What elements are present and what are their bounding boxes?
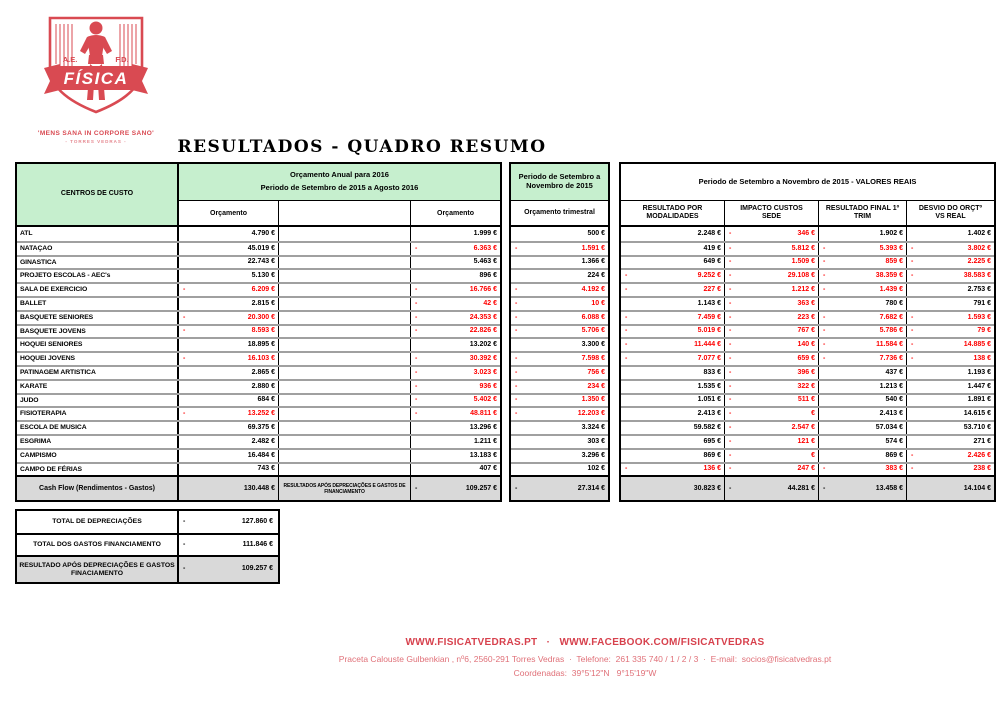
value-cell: - 383 € <box>818 464 906 476</box>
real-totals-row <box>621 475 994 500</box>
quarterly-table-body <box>511 227 608 475</box>
value-cell: 500 € <box>587 229 605 237</box>
value-cell: - 363 € <box>724 298 818 310</box>
table-row <box>511 310 608 324</box>
value-cell: 869 € <box>818 450 906 462</box>
cost-center-label: ESCOLA DE MUSICA <box>17 422 179 434</box>
table-row <box>17 462 500 476</box>
value-cell: 1.891 € <box>906 395 994 407</box>
value-cell: - 322 € <box>724 381 818 393</box>
value-cell: - 234 € <box>515 382 605 390</box>
table-row <box>511 448 608 462</box>
table-row <box>511 337 608 351</box>
value-cell: 3.300 € <box>581 341 605 349</box>
value-cell: - 140 € <box>724 339 818 351</box>
value-cell: 2.248 € <box>697 229 721 237</box>
value-cell: - 79 € <box>906 326 994 338</box>
blank-cell <box>278 436 410 448</box>
value-cell: - 511 € <box>724 395 818 407</box>
col-header-resultado-modalidades: RESULTADO POR MODALIDADES <box>642 204 703 220</box>
value-cell: - 2.225 € <box>906 257 994 269</box>
subheader-orcamento-1: Orçamento <box>210 209 247 217</box>
table-row <box>511 351 608 365</box>
value-cell: - 9.252 € <box>625 272 721 280</box>
cost-center-label: BASQUETE JOVENS <box>17 326 179 338</box>
value-cell: 896 € <box>410 270 500 282</box>
summary-value: - 127.860 € <box>177 511 276 533</box>
value-cell: 13.296 € <box>410 422 500 434</box>
blank-cell <box>278 326 410 338</box>
cashflow-row <box>17 475 500 500</box>
value-cell: - 859 € <box>818 257 906 269</box>
summary-row-resultado-apos <box>17 555 278 582</box>
cost-center-label: CAMPO DE FÉRIAS <box>17 464 179 476</box>
value-cell: - 1.593 € <box>906 312 994 324</box>
col-header-resultado-final: RESULTADO FINAL 1º TRIM <box>818 201 906 225</box>
value-cell: 13.202 € <box>410 339 500 351</box>
value-cell: 4.790 € <box>251 229 275 237</box>
value-cell: - 238 € <box>906 464 994 476</box>
value-cell: - 5.812 € <box>724 243 818 255</box>
table-row <box>511 379 608 393</box>
value-cell: 1.051 € <box>697 396 721 404</box>
value-cell: - 138 € <box>906 353 994 365</box>
blank-cell <box>278 464 410 476</box>
summary-row-gastos-financiamento <box>17 533 278 555</box>
summary-label: TOTAL DE DEPRECIAÇÕES <box>52 518 142 526</box>
value-cell: - 12.203 € <box>515 410 605 418</box>
table-row <box>511 241 608 255</box>
table-row <box>621 379 994 393</box>
value-cell: - 11.444 € <box>625 341 721 349</box>
total-impacto: - 44.281 € <box>724 477 818 500</box>
header-valores-reais: Periodo de Setembro a Novembro de 2015 - VALORES REAIS <box>621 164 994 201</box>
table-row <box>17 324 500 338</box>
value-cell: 1.535 € <box>697 382 721 390</box>
table-row <box>511 227 608 241</box>
value-cell: - 22.826 € <box>410 326 500 338</box>
cost-center-label: ESGRIMA <box>17 436 179 448</box>
subheader-orcamento-2: Orçamento <box>410 201 500 227</box>
value-cell: 869 € <box>703 451 721 459</box>
value-cell: - 227 € <box>625 286 721 294</box>
table-row <box>621 227 994 241</box>
logo-right-initials: F.D. <box>115 55 129 64</box>
value-cell: 1.447 € <box>906 381 994 393</box>
table-row <box>621 448 994 462</box>
value-cell: 16.484 € <box>247 451 275 459</box>
value-cell: 14.615 € <box>906 408 994 420</box>
table-row <box>621 393 994 407</box>
table-row <box>17 393 500 407</box>
blank-cell <box>278 367 410 379</box>
cost-center-label: PATINAGEM ARTISTICA <box>17 367 179 379</box>
table-row <box>17 434 500 448</box>
cost-center-label: KARATE <box>17 381 179 393</box>
value-cell: 684 € <box>257 396 275 404</box>
table-row <box>621 462 994 476</box>
quarterly-table <box>509 162 610 502</box>
value-cell: - 20.300 € <box>183 313 275 321</box>
cashflow-note: RESULTADOS APÓS DEPRECIAÇÕES E GASTOS DE FINANCIAMENTO <box>278 477 410 500</box>
value-cell: - 1.591 € <box>515 244 605 252</box>
value-cell: - 7.736 € <box>818 353 906 365</box>
cost-center-label: HOQUEI SENIORES <box>17 339 179 351</box>
value-cell: 2.880 € <box>251 382 275 390</box>
header-centros-de-custo: CENTROS DE CUSTO <box>17 164 179 227</box>
blank-cell <box>278 270 410 282</box>
cost-center-label: JUDO <box>17 395 179 407</box>
value-cell: 224 € <box>587 272 605 280</box>
value-cell: 57.034 € <box>818 422 906 434</box>
table-row <box>511 268 608 282</box>
value-cell: - 7.077 € <box>625 355 721 363</box>
budget-table-header <box>17 164 500 227</box>
cashflow-anual-value: 130.448 € <box>179 477 278 500</box>
value-cell: 59.582 € <box>693 424 721 432</box>
table-row <box>511 296 608 310</box>
total-desvio: 14.104 € <box>906 477 994 500</box>
blank-cell <box>278 408 410 420</box>
value-cell: 1.999 € <box>410 227 500 241</box>
blank-cell <box>278 312 410 324</box>
table-row <box>511 324 608 338</box>
club-crest-icon <box>36 6 156 124</box>
value-cell: - 38.583 € <box>906 270 994 282</box>
value-cell: 53.710 € <box>906 422 994 434</box>
value-cell: - 7.459 € <box>625 313 721 321</box>
value-cell: - 2.547 € <box>724 422 818 434</box>
blank-cell <box>278 422 410 434</box>
value-cell: - 10 € <box>515 299 605 307</box>
value-cell: - 767 € <box>724 326 818 338</box>
cost-center-label: HOQUEI JOVENS <box>17 353 179 365</box>
value-cell: - 1.439 € <box>818 284 906 296</box>
blank-cell <box>278 339 410 351</box>
value-cell: - 7.598 € <box>515 355 605 363</box>
value-cell: - 1.212 € <box>724 284 818 296</box>
blank-cell <box>278 298 410 310</box>
table-row <box>621 351 994 365</box>
value-cell: 407 € <box>410 464 500 476</box>
subheader-orcamento-trimestral: Orçamento trimestral <box>511 201 608 227</box>
value-cell: 1.213 € <box>818 381 906 393</box>
blank-cell <box>278 227 410 241</box>
summary-table <box>15 509 280 584</box>
header-periodo-trimestral: Periodo de Setembro a Novembro de 2015 <box>511 164 608 201</box>
value-cell: - 29.108 € <box>724 270 818 282</box>
table-row <box>621 324 994 338</box>
logo-left-initials: A.E. <box>62 55 78 64</box>
value-cell: 5.463 € <box>410 257 500 269</box>
blank-cell <box>278 381 410 393</box>
value-cell: - 6.209 € <box>183 286 275 294</box>
cost-center-label: ATL <box>17 227 179 241</box>
cashflow-label: Cash Flow (Rendimentos - Gastos) <box>17 477 179 500</box>
value-cell: - 5.393 € <box>818 243 906 255</box>
value-cell: 743 € <box>257 465 275 473</box>
footer-address-contacts: Praceta Calouste Gulbenkian , nº6, 2560-291 Torres Vedras · Telefone: 261 335 740 / 1 / 2 / 3 · E-mail: socios@fisicatvedras.pt <box>338 654 832 664</box>
value-cell: 437 € <box>818 367 906 379</box>
table-row <box>17 351 500 365</box>
value-cell: - 1.350 € <box>515 396 605 404</box>
value-cell: - 2.426 € <box>906 450 994 462</box>
value-cell: - 936 € <box>410 381 500 393</box>
cost-center-label: BALLET <box>17 298 179 310</box>
table-row <box>17 448 500 462</box>
value-cell: 303 € <box>587 437 605 445</box>
value-cell: - 223 € <box>724 312 818 324</box>
value-cell: - 756 € <box>515 368 605 376</box>
table-row <box>17 310 500 324</box>
cost-center-label: GINASTICA <box>17 257 179 269</box>
budget-table <box>15 162 502 502</box>
value-cell: - € <box>724 450 818 462</box>
table-row <box>511 406 608 420</box>
table-row <box>17 379 500 393</box>
table-row <box>621 420 994 434</box>
value-cell: 833 € <box>703 368 721 376</box>
blank-cell <box>278 395 410 407</box>
table-row <box>17 255 500 269</box>
cost-center-label: FISIOTERAPIA <box>17 408 179 420</box>
value-cell: - 396 € <box>724 367 818 379</box>
value-cell: 649 € <box>703 258 721 266</box>
value-cell: - 8.593 € <box>183 327 275 335</box>
budget-table-body <box>17 227 500 475</box>
value-cell: 2.865 € <box>251 368 275 376</box>
value-cell: 1.143 € <box>697 299 721 307</box>
header-orcamento-anual: Orçamento Anual para 2016 Periodo de Setembro de 2015 a Agosto 2016 <box>179 164 500 201</box>
value-cell: - 11.584 € <box>818 339 906 351</box>
subheader-blank <box>278 201 410 227</box>
footer-websites: WWW.FISICATVEDRAS.PT · WWW.FACEBOOK.COM/FISICATVEDRAS <box>405 637 765 648</box>
summary-row-depreciacoes <box>17 511 278 533</box>
value-cell: 419 € <box>703 244 721 252</box>
value-cell: 22.743 € <box>247 258 275 266</box>
blank-cell <box>278 450 410 462</box>
table-row <box>17 227 500 241</box>
cost-center-label: PROJETO ESCOLAS - AEC's <box>17 270 179 282</box>
club-logo <box>28 6 164 144</box>
table-row <box>511 282 608 296</box>
value-cell: - 4.192 € <box>515 286 605 294</box>
summary-value: - 109.257 € <box>177 557 276 582</box>
real-values-table <box>619 162 996 502</box>
cost-center-label: BASQUETE SENIORES <box>17 312 179 324</box>
value-cell: 45.019 € <box>247 244 275 252</box>
logo-banner-text: FÍSICA <box>63 69 129 88</box>
value-cell: - 24.353 € <box>410 312 500 324</box>
value-cell: - 6.088 € <box>515 313 605 321</box>
value-cell: - 13.252 € <box>183 410 275 418</box>
table-row <box>511 462 608 476</box>
table-row <box>621 310 994 324</box>
value-cell: 271 € <box>906 436 994 448</box>
quarterly-cashflow-row <box>511 475 608 500</box>
value-cell: - 247 € <box>724 464 818 476</box>
table-row <box>511 420 608 434</box>
value-cell: - 5.019 € <box>625 327 721 335</box>
blank-cell <box>278 243 410 255</box>
table-row <box>621 241 994 255</box>
table-row <box>621 434 994 448</box>
value-cell: - 136 € <box>625 465 721 473</box>
cashflow-apos-value: - 109.257 € <box>410 477 500 500</box>
value-cell: 2.413 € <box>697 410 721 418</box>
value-cell: - 16.766 € <box>410 284 500 296</box>
table-row <box>621 282 994 296</box>
value-cell: - 659 € <box>724 353 818 365</box>
value-cell: 540 € <box>818 395 906 407</box>
real-values-table-body <box>621 227 994 475</box>
cashflow-trim-value: - 27.314 € <box>511 477 608 500</box>
value-cell: 69.375 € <box>247 424 275 432</box>
value-cell: 5.130 € <box>251 272 275 280</box>
total-final: - 13.458 € <box>818 477 906 500</box>
value-cell: 791 € <box>906 298 994 310</box>
table-row <box>511 393 608 407</box>
value-cell: 18.895 € <box>247 341 275 349</box>
value-cell: 1.902 € <box>818 227 906 241</box>
table-row <box>621 268 994 282</box>
value-cell: 1.366 € <box>581 258 605 266</box>
table-row <box>511 255 608 269</box>
table-row <box>17 365 500 379</box>
value-cell: 574 € <box>818 436 906 448</box>
value-cell: - 5.786 € <box>818 326 906 338</box>
value-cell: - 5.402 € <box>410 395 500 407</box>
value-cell: - 3.802 € <box>906 243 994 255</box>
blank-cell <box>278 257 410 269</box>
table-row <box>621 365 994 379</box>
footer-coordinates: Coordenadas: 39°5'12"N 9°15'19"W <box>513 668 657 678</box>
logo-subtitle: - TORRES VEDRAS - <box>65 139 127 144</box>
col-header-impacto-custos-sede: IMPACTO CUSTOS SEDE <box>724 201 818 225</box>
table-row <box>17 296 500 310</box>
table-row <box>511 434 608 448</box>
cost-center-label: SALA DE EXERCICIO <box>17 284 179 296</box>
value-cell: - 14.885 € <box>906 339 994 351</box>
value-cell: 2.815 € <box>251 299 275 307</box>
col-header-desvio: DESVIO DO ORÇTº VS REAL <box>906 201 994 225</box>
value-cell: - 38.359 € <box>818 270 906 282</box>
table-row <box>17 406 500 420</box>
value-cell: 1.211 € <box>410 436 500 448</box>
value-cell: 1.193 € <box>906 367 994 379</box>
value-cell: - 346 € <box>724 227 818 241</box>
blank-cell <box>278 284 410 296</box>
value-cell: - 1.509 € <box>724 257 818 269</box>
value-cell: - 121 € <box>724 436 818 448</box>
summary-label: TOTAL DOS GASTOS FINANCIAMENTO <box>33 541 161 549</box>
value-cell: - 30.392 € <box>410 353 500 365</box>
value-cell: 2.482 € <box>251 437 275 445</box>
page-title: RESULTADOS - QUADRO RESUMO <box>177 137 547 157</box>
blank-cell <box>278 353 410 365</box>
table-row <box>621 296 994 310</box>
value-cell: - 48.811 € <box>410 408 500 420</box>
table-row <box>17 282 500 296</box>
value-cell: - 42 € <box>410 298 500 310</box>
table-row <box>17 268 500 282</box>
value-cell: - 6.363 € <box>410 243 500 255</box>
value-cell: 2.413 € <box>818 408 906 420</box>
value-cell: 3.296 € <box>581 451 605 459</box>
value-cell: - 7.682 € <box>818 312 906 324</box>
table-row <box>17 241 500 255</box>
value-cell: 1.402 € <box>906 227 994 241</box>
summary-label: RESULTADO APÓS DEPRECIAÇÕES E GASTOS FINACIAMENTO <box>17 557 177 582</box>
value-cell: 695 € <box>703 437 721 445</box>
value-cell: - 16.103 € <box>183 355 275 363</box>
table-row <box>621 255 994 269</box>
value-cell: 780 € <box>818 298 906 310</box>
table-row <box>621 406 994 420</box>
table-row <box>621 337 994 351</box>
value-cell: 102 € <box>587 465 605 473</box>
table-row <box>17 337 500 351</box>
table-row <box>17 420 500 434</box>
logo-motto: 'MENS SANA IN CORPORE SANO' <box>37 130 155 137</box>
summary-value: - 111.846 € <box>177 535 276 555</box>
value-cell: 2.753 € <box>906 284 994 296</box>
value-cell: - 3.023 € <box>410 367 500 379</box>
value-cell: - € <box>724 408 818 420</box>
value-cell: 3.324 € <box>581 424 605 432</box>
table-row <box>511 365 608 379</box>
value-cell: 13.183 € <box>410 450 500 462</box>
total-resultado: 30.823 € <box>621 477 724 500</box>
cost-center-label: NATAÇAO <box>17 243 179 255</box>
cost-center-label: CAMPISMO <box>17 450 179 462</box>
value-cell: - 5.706 € <box>515 327 605 335</box>
